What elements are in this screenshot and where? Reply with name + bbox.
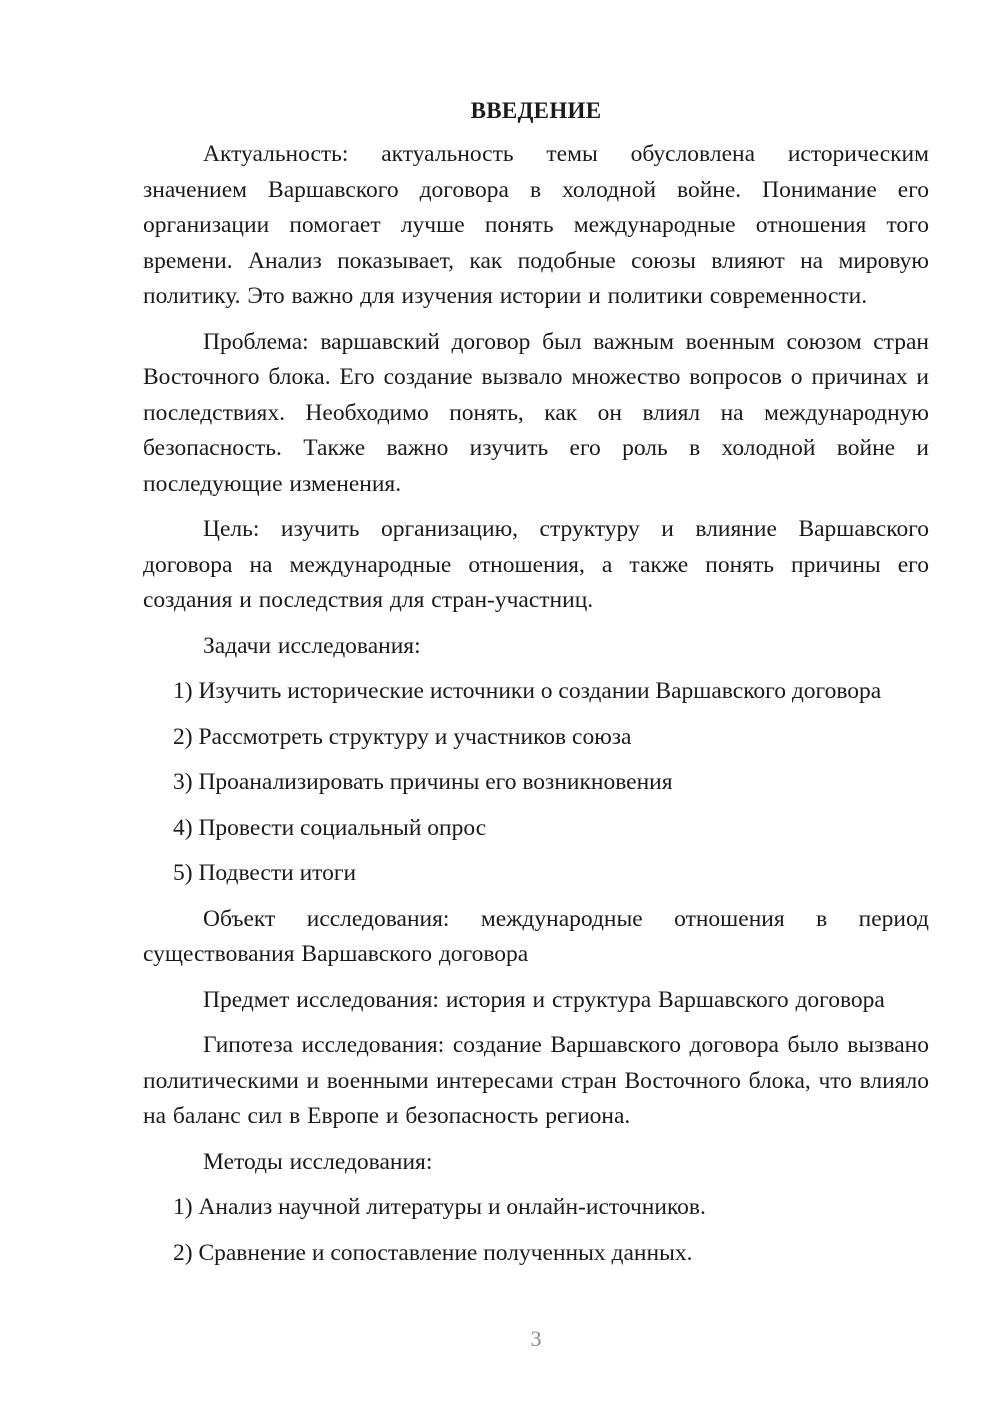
document-page	[143, 96, 929, 1271]
hypothesis-paragraph: Гипотеза исследования: создание Варшавского договора было вызвано политическими и военными интересами стран Восточного блока, что влияло на баланс сил в Европе и безопасность региона.	[143, 1032, 929, 1129]
page-number: 3	[530, 1326, 542, 1351]
task-item-4: 4) Провести социальный опрос	[173, 814, 487, 841]
relevance-paragraph: Актуальность: актуальность темы обусловлена историческим значением Варшавского договора в холодной войне. Понимание его организации помогает лучше понять международные отношения того времени. Анализ показывает, как подобные союзы влияют на мировую политику. Это важно для изучения истории и политики современности.	[143, 141, 929, 309]
task-item-1: 1) Изучить исторические источники о создании Варшавского договора	[173, 678, 882, 704]
task-item-2: 2) Рассмотреть структуру и участников союза	[173, 723, 632, 750]
page-title: ВВЕДЕНИЕ	[470, 98, 602, 123]
problem-paragraph: Проблема: варшавский договор был важным военным союзом стран Восточного блока. Его создание вызвало множество вопросов о причинах и последствиях. Необходимо понять, как он влиял на международную безопасность. Также важно изучить его роль в холодной войне и последующие изменения.	[143, 328, 929, 497]
methods-heading: Методы исследования:	[203, 1148, 433, 1175]
object-paragraph: Объект исследования: международные отношения в период существования Варшавского договора	[143, 905, 929, 967]
method-item-2: 2) Сравнение и сопоставление полученных данных.	[173, 1239, 693, 1266]
task-item-3: 3) Проанализировать причины его возникновения	[173, 769, 673, 795]
subject-paragraph: Предмет исследования: история и структура Варшавского договора	[203, 986, 885, 1013]
tasks-heading: Задачи исследования:	[203, 632, 421, 659]
task-item-5: 5) Подвести итоги	[173, 860, 357, 886]
method-item-1: 1) Анализ научной литературы и онлайн-источников.	[173, 1194, 706, 1220]
goal-paragraph: Цель: изучить организацию, структуру и влияние Варшавского договора на международные отношения, а также понять причины его создания и последствия для стран-участниц.	[143, 516, 929, 613]
